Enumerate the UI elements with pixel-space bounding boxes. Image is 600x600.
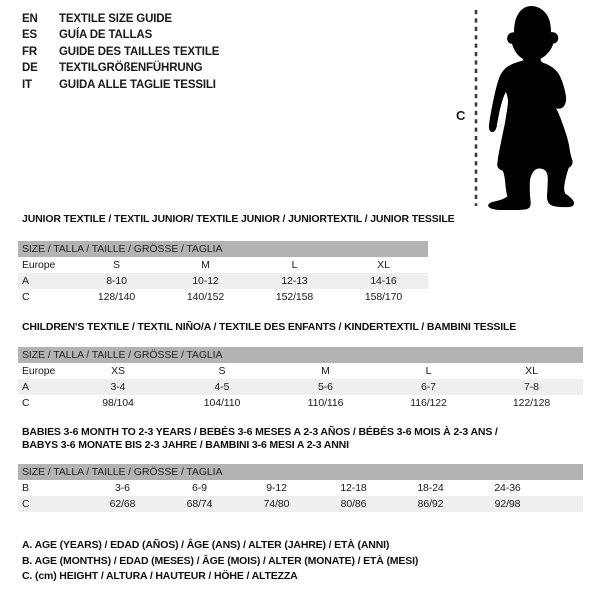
size-cell: L — [291, 259, 298, 271]
section-title-text: CHILDREN'S TEXTILE / TEXTIL NIÑO/A / TEXTILE DES ENFANTS / KINDERTEXTIL / BAMBINI TESSILE — [22, 321, 517, 333]
size-cell: 12-13 — [281, 275, 308, 287]
size-cell: 24-36 — [494, 482, 521, 494]
row-label: A — [22, 275, 29, 287]
size-cell: 158/170 — [364, 291, 403, 303]
size-table-babies — [18, 464, 583, 512]
height-figure — [442, 4, 584, 215]
size-cell: 6-7 — [421, 381, 436, 393]
lang-title: TEXTILGRÖßENFÜHRUNG — [59, 62, 203, 75]
row-label: C — [22, 397, 30, 409]
size-cell: 18-24 — [417, 482, 444, 494]
baby-silhouette-shape — [488, 6, 574, 210]
baby-silhouette-icon — [442, 4, 584, 210]
babies-table — [18, 480, 583, 512]
size-cell: XL — [525, 365, 538, 377]
size-cell: S — [218, 365, 226, 377]
size-cell: 14-16 — [370, 275, 397, 287]
size-cell: 62/68 — [109, 498, 136, 510]
size-cell: XS — [111, 365, 125, 377]
size-cell: 122/128 — [512, 397, 551, 409]
size-cell: 68/74 — [186, 498, 213, 510]
table-row — [18, 379, 583, 395]
size-table-junior — [18, 241, 428, 305]
size-cell: 152/158 — [275, 291, 314, 303]
size-cell: 116/122 — [410, 397, 447, 409]
lang-title: GUÍA DE TALLAS — [59, 29, 153, 42]
lang-code: IT — [22, 78, 32, 91]
footnotes — [22, 538, 418, 585]
size-header-band: SIZE / TALLA / TAILLE / GRÖSSE / TAGLIA — [18, 347, 583, 363]
lang-title: TEXTILE SIZE GUIDE — [59, 13, 172, 25]
size-table-children — [18, 347, 583, 411]
size-cell: 8-10 — [106, 275, 127, 287]
height-marker-label: C — [456, 108, 466, 123]
size-cell: S — [113, 259, 120, 271]
footnote-b: B. AGE (MONTHS) / EDAD (MESES) / ÂGE (MOIS) / ALTER (MONATE) / ETÀ (MESI) — [22, 554, 419, 567]
lang-row-en — [22, 11, 219, 27]
footnote-a: A. AGE (YEARS) / EDAD (AÑOS) / ÂGE (ANS) / ALTER (JAHRE) / ETÀ (ANNI) — [22, 539, 390, 551]
table-row — [18, 289, 428, 305]
size-cell: 7-8 — [524, 381, 539, 393]
junior-table — [18, 257, 428, 305]
lang-title: GUIDA ALLE TAGLIE TESSILI — [59, 78, 216, 91]
size-cell: 128/140 — [97, 291, 136, 303]
section-title-text-line2: BABYS 3-6 MONATE BIS 2-3 JAHRE / BAMBINI 3-6 MESI A 2-3 ANNI — [22, 439, 349, 451]
lang-code: FR — [22, 45, 38, 58]
filler-cell — [546, 496, 583, 512]
size-cell: M — [201, 259, 210, 271]
table-row — [18, 273, 428, 289]
size-cell: 5-6 — [318, 381, 333, 393]
section-title-text-line1: BABIES 3-6 MONTH TO 2-3 YEARS / BEBÉS 3-6 MESES A 2-3 AÑOS / BÉBÉS 3-6 MOIS À 2-3 ANS / — [22, 426, 498, 438]
row-label: B — [22, 482, 29, 494]
row-label: C — [22, 291, 30, 303]
size-cell: 98/104 — [102, 397, 134, 409]
size-cell: 6-9 — [192, 482, 207, 494]
table-row — [18, 363, 583, 379]
size-cell: 3-6 — [115, 482, 130, 494]
section-title-junior — [22, 213, 582, 226]
section-title-babies — [22, 426, 587, 452]
size-cell: 9-12 — [266, 482, 287, 494]
size-cell: 92/98 — [494, 498, 521, 510]
size-cell: L — [425, 365, 432, 377]
language-title-list — [22, 11, 219, 93]
size-header-band: SIZE / TALLA / TAILLE / GRÖSSE / TAGLIA — [18, 464, 583, 480]
row-label: Europe — [22, 365, 56, 377]
children-table — [18, 363, 583, 411]
footnote-c: C. (cm) HEIGHT / ALTURA / HAUTEUR / HÖHE / ALTEZZA — [22, 570, 298, 583]
size-cell: 86/92 — [417, 498, 444, 510]
row-label: Europe — [22, 259, 56, 271]
size-cell: 74/80 — [263, 498, 290, 510]
size-cell: 140/152 — [186, 291, 225, 303]
size-cell: 4-5 — [214, 381, 230, 393]
lang-row-de — [22, 60, 219, 76]
table-row — [18, 496, 583, 512]
row-label: A — [22, 381, 29, 393]
section-title-children — [22, 321, 587, 334]
size-cell: 3-4 — [110, 381, 126, 393]
size-cell: 10-12 — [192, 275, 219, 287]
table-row — [18, 257, 428, 273]
row-label: C — [22, 498, 30, 510]
size-cell: 104/110 — [203, 397, 241, 409]
lang-code: EN — [22, 13, 38, 25]
filler-cell — [546, 480, 583, 496]
size-header-band: SIZE / TALLA / TAILLE / GRÖSSE / TAGLIA — [18, 241, 428, 257]
size-cell: M — [321, 365, 330, 377]
table-row — [18, 395, 583, 411]
size-cell: 12-18 — [340, 482, 367, 494]
lang-code: DE — [22, 62, 38, 75]
lang-row-fr — [22, 44, 219, 60]
section-title-text: JUNIOR TEXTILE / TEXTIL JUNIOR/ TEXTILE JUNIOR / JUNIORTEXTIL / JUNIOR TESSILE — [22, 213, 455, 225]
size-cell: 80/86 — [340, 498, 367, 510]
size-cell: XL — [377, 259, 390, 271]
lang-title: GUIDE DES TAILLES TEXTILE — [59, 45, 220, 58]
lang-row-it — [22, 77, 219, 93]
lang-code: ES — [22, 29, 38, 42]
lang-row-es — [22, 27, 219, 43]
table-row — [18, 480, 583, 496]
size-cell: 110/116 — [307, 397, 344, 409]
